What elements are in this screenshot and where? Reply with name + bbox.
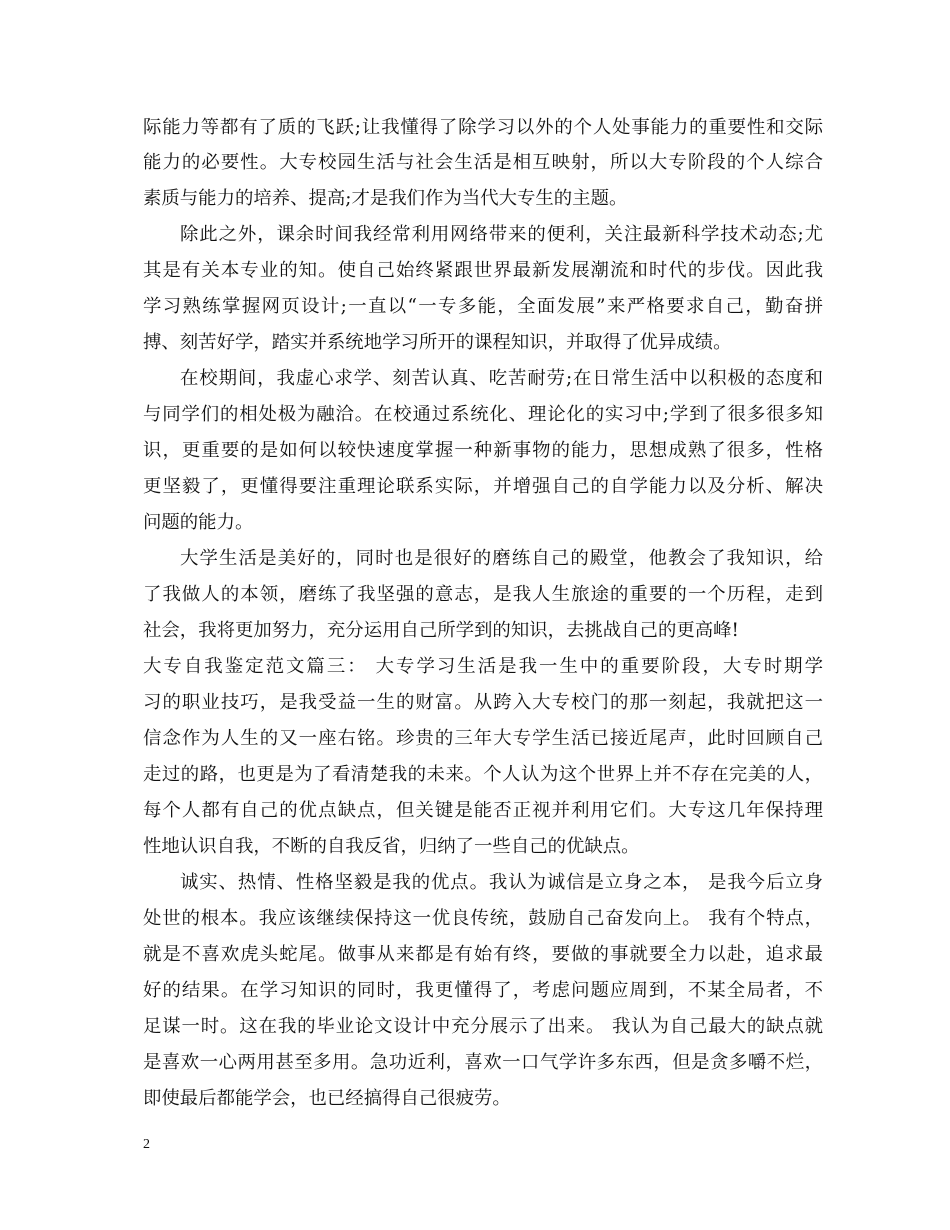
- text-line: 每个人都有自己的优点缺点，但关键是能否正视并利用它们。大专这几年保持理: [143, 800, 823, 821]
- text-line: 社会，我将更加努力，充分运用自己所学到的知识，去挑战自己的更高峰!: [143, 620, 739, 641]
- text-line: 能力的必要性。大专校园生活与社会生活是相互映射，所以大专阶段的个人综合: [143, 152, 823, 173]
- text-line: 是喜欢一心两用甚至多用。急功近利，喜欢一口气学许多东西，但是贪多嚼不烂，: [143, 1052, 823, 1073]
- page-number: 2: [143, 1137, 150, 1152]
- text-line: 其是有关本专业的知。使自己始终紧跟世界最新发展潮流和时代的步伐。因此我: [143, 260, 823, 281]
- text-line: 问题的能力。: [143, 512, 254, 533]
- text-line: 识，更重要的是如何以较快速度掌握一种新事物的能力，思想成熟了很多，性格: [143, 440, 823, 461]
- text-line: 搏、刻苦好学，踏实并系统地学习所开的课程知识，并取得了优异成绩。: [143, 332, 732, 353]
- text-line: 素质与能力的培养、提高;才是我们作为当代大专生的主题。: [143, 188, 628, 209]
- text-line: 信念作为人生的又一座右铭。珍贵的三年大专学生活已接近尾声，此时回顾自己: [143, 728, 823, 749]
- paragraph-first-line: 除此之外，课余时间我经常利用网络带来的便利，关注最新科学技术动态;尤: [180, 224, 823, 245]
- text-line: 习的职业技巧，是我受益一生的财富。从跨入大专校门的那一刻起，我就把这一: [143, 692, 823, 713]
- text-line: 足谋一时。这在我的毕业论文设计中充分展示了出来。 我认为自己最大的缺点就: [143, 1016, 823, 1037]
- text-line: 处世的根本。我应该继续保持这一优良传统，鼓励自己奋发向上。 我有个特点，: [143, 908, 823, 929]
- paragraph-first-line: 诚实、热情、性格坚毅是我的优点。我认为诚信是立身之本， 是我今后立身: [180, 872, 823, 893]
- text-line: 就是不喜欢虎头蛇尾。做事从来都是有始有终，要做的事就要全力以赴，追求最: [143, 944, 823, 965]
- section-heading-line: 大专自我鉴定范文篇三： 大专学习生活是我一生中的重要阶段，大专时期学: [143, 656, 823, 677]
- text-line: 与同学们的相处极为融洽。在校通过系统化、理论化的实习中;学到了很多很多知: [143, 404, 823, 425]
- paragraph-first-line: 大学生活是美好的，同时也是很好的磨练自己的殿堂，他教会了我知识，给: [180, 548, 823, 569]
- text-line: 即使最后都能学会，也已经搞得自己很疲劳。: [143, 1088, 511, 1109]
- text-line: 学习熟练掌握网页设计;一直以“一专多能，全面发展”来严格要求自己，勤奋拼: [143, 296, 823, 317]
- text-line: 际能力等都有了质的飞跃;让我懂得了除学习以外的个人处事能力的重要性和交际: [143, 117, 823, 138]
- text-line: 性地认识自我，不断的自我反省，归纳了一些自己的优缺点。: [143, 836, 640, 857]
- text-line: 更坚毅了，更懂得要注重理论联系实际，并增强自己的自学能力以及分析、解决: [143, 476, 823, 497]
- text-line: 走过的路，也更是为了看清楚我的未来。个人认为这个世界上并不存在完美的人，: [143, 764, 823, 785]
- text-line: 了我做人的本领，磨练了我坚强的意志，是我人生旅途的重要的一个历程，走到: [143, 584, 823, 605]
- text-line: 好的结果。在学习知识的同时，我更懂得了，考虑问题应周到，不某全局者，不: [143, 980, 823, 1001]
- paragraph-first-line: 在校期间，我虚心求学、刻苦认真、吃苦耐劳;在日常生活中以积极的态度和: [180, 368, 823, 389]
